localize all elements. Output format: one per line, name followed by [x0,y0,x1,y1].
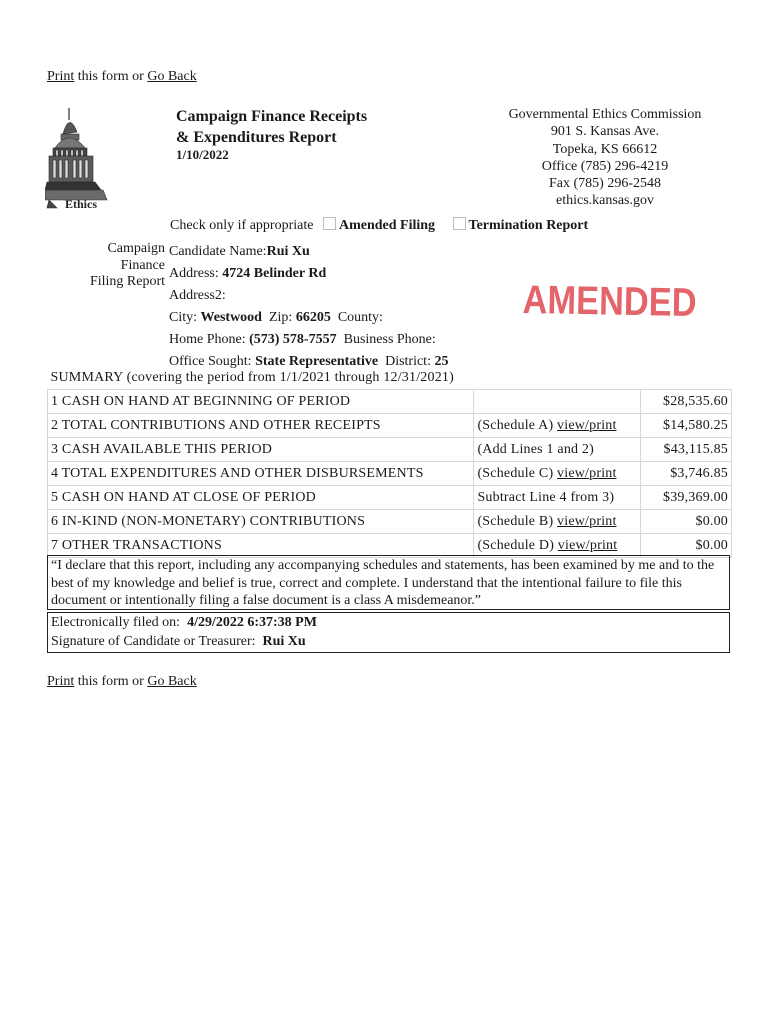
filed-label: Electronically filed on: [51,615,181,630]
check-prompt: Check only if appropriate [170,218,314,233]
home-phone-label: Home Phone: [169,332,246,347]
capitol-building-icon [45,104,125,212]
agency-street: 901 S. Kansas Ave. [550,124,660,140]
home-phone-value: (573) 578-7557 [249,332,337,347]
summary-line-description: 1 CASH ON HAND AT BEGINNING OF PERIOD [48,390,474,414]
summary-row [48,510,732,534]
filing-info-box [47,612,730,653]
summary-schedule-cell [474,462,641,486]
summary-line-description: 4 TOTAL EXPENDITURES AND OTHER DISBURSEMENTS [48,462,474,486]
zip-label: Zip: [268,310,293,325]
go-back-link[interactable]: Go Back [147,674,197,689]
summary-amount: $14,580.25 [641,414,732,438]
schedule-label: (Schedule D) [477,537,558,553]
signature-row [51,633,726,652]
termination-report-checkbox[interactable] [453,217,466,230]
address2-row [169,285,448,307]
agency-city: Topeka, KS 66612 [552,141,658,157]
view-print-link[interactable]: view/print [557,513,617,529]
schedule-label: (Schedule C) [477,465,558,481]
signature-label: Signature of Candidate or Treasurer: [51,633,256,649]
side-label-line2: Finance [120,257,165,273]
print-link[interactable]: Print [47,674,75,689]
summary-amount: $39,369.00 [641,486,732,510]
summary-line-description: 5 CASH ON HAND AT CLOSE OF PERIOD [48,486,474,510]
termination-report-label: Termination Report [468,218,589,233]
candidate-name-row [169,241,448,263]
report-title-line2: & Expenditures Report [176,129,337,146]
declaration-box: “I declare that this report, including any accompanying schedules and statements, has been examined by me and to the best of my knowledge and belief is true, correct and complete. I understand that the intentional failure to file this document or intentionally filing a false document is a class A misdemeanor.” [47,555,730,610]
amended-stamp: AMENDED [522,278,697,326]
schedule-label: (Schedule B) [477,513,558,529]
filed-value: 4/29/2022 6:37:38 PM [187,615,317,630]
side-label-line3: Filing Report [89,274,165,289]
summary-table [47,366,732,558]
summary-header: SUMMARY (covering the period from 1/1/2021 through 12/31/2021) [48,366,732,390]
summary-amount: $3,746.85 [641,462,732,486]
agency-website: ethics.kansas.gov [556,193,654,209]
summary-row [48,462,732,486]
signature-value: Rui Xu [262,633,306,649]
go-back-link[interactable]: Go Back [147,69,197,84]
summary-amount: $0.00 [641,510,732,534]
district-label: District: [385,354,431,369]
summary-line-description: 2 TOTAL CONTRIBUTIONS AND OTHER RECEIPTS [48,414,474,438]
nav-separator-text: this form or [74,674,148,689]
city-row [169,307,448,329]
address2-label: Address2: [169,288,226,303]
schedule-label: (Add Lines 1 and 2) [477,441,594,457]
summary-schedule-cell [474,534,641,558]
filing-type-row [170,217,588,234]
summary-amount: $0.00 [641,534,732,558]
report-title-line1: Campaign Finance Receipts [176,108,368,125]
agency-name: Governmental Ethics Commission [508,107,702,122]
summary-row [48,414,732,438]
candidate-name: Rui Xu [266,244,310,259]
office-value: State Representative [255,354,379,369]
summary-schedule-cell [474,438,641,462]
county-label: County: [337,310,383,325]
summary-row [48,390,732,414]
summary-line-description: 3 CASH AVAILABLE THIS PERIOD [48,438,474,462]
summary-schedule-cell [474,510,641,534]
zip-value: 66205 [295,310,331,325]
office-label: Office Sought: [169,354,252,369]
summary-amount: $28,535.60 [641,390,732,414]
city-value: Westwood [200,310,262,325]
address-value: 4724 Belinder Rd [222,266,327,281]
side-label-line1: Campaign [107,241,165,256]
summary-row [48,534,732,558]
print-link[interactable]: Print [47,69,75,84]
summary-row [48,486,732,510]
summary-header-row [48,366,732,390]
ethics-logo [45,104,125,212]
report-title [176,106,367,148]
district-value: 25 [434,354,449,369]
summary-line-description: 7 OTHER TRANSACTIONS [48,534,474,558]
filing-side-label [79,241,165,291]
schedule-label: Subtract Line 4 from 3) [477,489,615,505]
agency-office-phone: Office (785) 296-4219 [541,158,669,174]
summary-schedule-cell [474,486,641,510]
view-print-link[interactable]: view/print [557,537,618,553]
phone-row [169,329,448,351]
address-row [169,263,448,285]
summary-row [48,438,732,462]
candidate-info [169,241,448,373]
summary-line-description: 6 IN-KIND (NON-MONETARY) CONTRIBUTIONS [48,510,474,534]
summary-amount: $43,115.85 [641,438,732,462]
bottom-navigation [47,674,197,690]
address-label: Address: [169,266,219,281]
business-phone-label: Business Phone: [343,332,436,347]
report-date: 1/10/2022 [176,147,229,162]
top-navigation [47,69,197,85]
amended-filing-label: Amended Filing [338,218,436,233]
candidate-name-label: Candidate Name: [169,244,267,259]
agency-fax: Fax (785) 296-2548 [549,176,661,192]
nav-separator-text: this form or [74,69,148,84]
summary-schedule-cell [474,414,641,438]
amended-filing-checkbox[interactable] [323,217,336,230]
city-label: City: [169,310,198,325]
filed-row [51,614,726,633]
summary-schedule-cell [474,390,641,414]
logo-caption: Ethics [65,197,98,211]
schedule-label: (Schedule A) [477,417,558,433]
view-print-link[interactable]: view/print [557,465,617,481]
agency-address-block [470,106,740,210]
view-print-link[interactable]: view/print [557,417,617,433]
